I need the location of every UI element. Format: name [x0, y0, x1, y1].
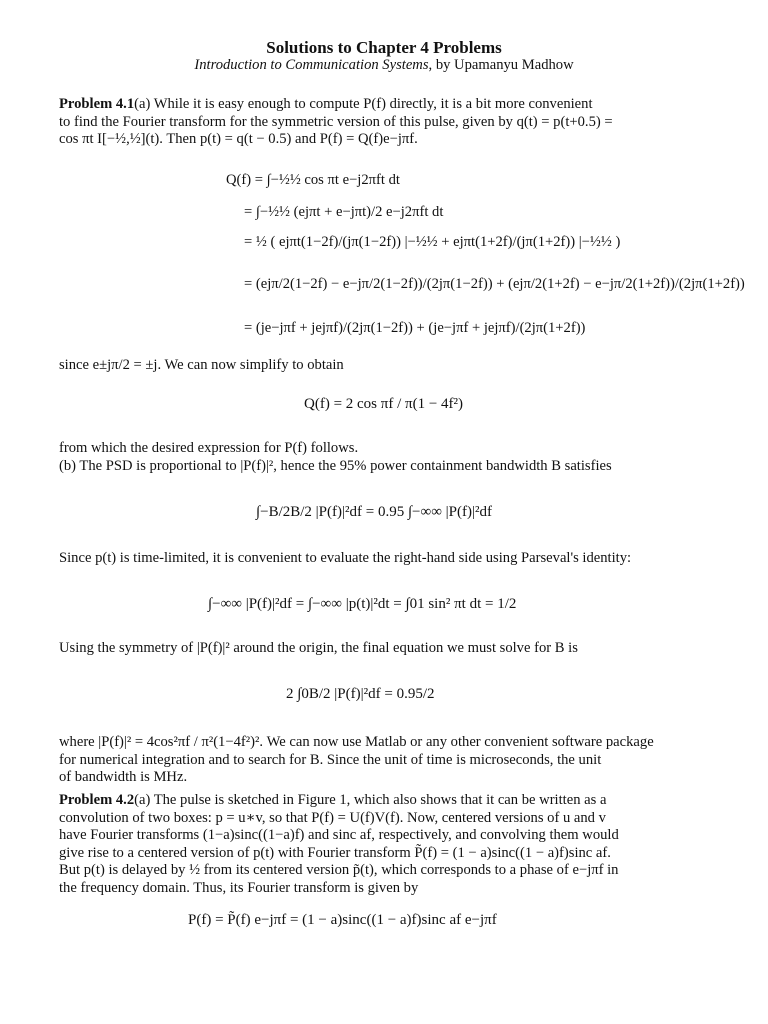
equation-q-step-4: = (ejπ/2(1−2f) − e−jπ/2(1−2f))/(2jπ(1−2f)) + (ejπ/2(1+2f) − e−jπ/2(1+2f))/(2jπ(1+2f))	[244, 276, 745, 292]
equation-q-def: Q(f) = ∫−½½ cos πt e−j2πft dt	[226, 172, 400, 188]
equation-q-step-5: = (je−jπf + jejπf)/(2jπ(1−2f)) + (je−jπf + jejπf)/(2jπ(1+2f))	[244, 320, 586, 336]
p42-line-5: But p(t) is delayed by ½ from its centered version p̃(t), which corresponds to a phase of e−jπf in	[59, 862, 619, 878]
where-line-2: for numerical integration and to search for B. Since the unit of time is microseconds, the unit	[59, 751, 602, 768]
problem-4-2-label: Problem 4.2	[59, 792, 135, 808]
p42-line-3: have Fourier transforms (1−a)sinc((1−a)f) and sinc af, respectively, and convolving them would	[59, 827, 619, 843]
since-text: since e±jπ/2 = ±j. We can now simplify to obtain	[59, 357, 344, 373]
equation-p42-transform: P(f) = P̃(f) e−jπf = (1 − a)sinc((1 − a)f)sinc af e−jπf	[188, 912, 497, 928]
equation-bandwidth: ∫−B/2B/2 |P(f)|²df = 0.95 ∫−∞∞ |P(f)|²df	[256, 504, 492, 520]
where-paragraph	[59, 734, 673, 787]
where-line-1: where |P(f)|² = 4cos²πf / π²(1−4f²)². We can now use Matlab or any other convenient software package	[59, 734, 654, 750]
follows-text: from which the desired expression for P(f) follows.	[59, 440, 359, 456]
intro-line-3: cos πt I[−½,½](t). Then p(t) = q(t − 0.5) and P(f) = Q(f)e−jπf.	[59, 131, 418, 147]
equation-qf-result: Q(f) = 2 cos πf / π(1 − 4f²)	[304, 396, 464, 412]
equation-parseval: ∫−∞∞ |P(f)|²df = ∫−∞∞ |p(t)|²dt = ∫01 sin² πt dt = 1/2	[208, 596, 517, 612]
problem-4-1-label: Problem 4.1	[59, 96, 135, 112]
symmetry-text: Using the symmetry of |P(f)|² around the origin, the final equation we must solve for B is	[59, 640, 578, 656]
problem-4-1-intro	[59, 96, 673, 149]
page-title: Solutions to Chapter 4 Problems	[266, 38, 502, 57]
intro-line-1: Problem 4.1(a) While it is easy enough to compute P(f) directly, it is a bit more convenient	[59, 96, 593, 112]
equation-q-step-3: = ½ ( ejπt(1−2f)/(jπ(1−2f)) |−½½ + ejπt(1+2f)/(jπ(1+2f)) |−½½ )	[244, 234, 621, 250]
intro-line-2: to find the Fourier transform for the symmetric version of this pulse, given by q(t) = p(t+0.5) =	[59, 113, 613, 130]
parseval-intro: Since p(t) is time-limited, it is convenient to evaluate the right-hand side using Parseval's identity:	[59, 550, 632, 566]
p42-line-2: convolution of two boxes: p = u∗v, so that P(f) = U(f)V(f). Now, centered versions of u and v	[59, 809, 606, 826]
p42-line-1: Problem 4.2(a) The pulse is sketched in Figure 1, which also shows that it can be written as a	[59, 792, 607, 808]
book-author: , by Upamanyu Madhow	[428, 57, 574, 73]
equation-q-step-2: = ∫−½½ (ejπt + e−jπt)/2 e−j2πft dt	[244, 204, 444, 220]
p42-line-4: give rise to a centered version of p(t) with Fourier transform P̃(f) = (1 − a)sinc((1 − a)f)sinc af.	[59, 844, 611, 861]
equation-final: 2 ∫0B/2 |P(f)|²df = 0.95/2	[286, 686, 435, 702]
part-b-text: (b) The PSD is proportional to |P(f)|², hence the 95% power containment bandwidth B satisfies	[59, 458, 612, 474]
page-subtitle	[0, 57, 768, 74]
problem-4-2-paragraph	[59, 792, 673, 897]
p42-line-6: the frequency domain. Thus, its Fourier transform is given by	[59, 879, 419, 896]
where-line-3: of bandwidth is MHz.	[59, 769, 188, 785]
book-title: Introduction to Communication Systems	[194, 57, 429, 73]
